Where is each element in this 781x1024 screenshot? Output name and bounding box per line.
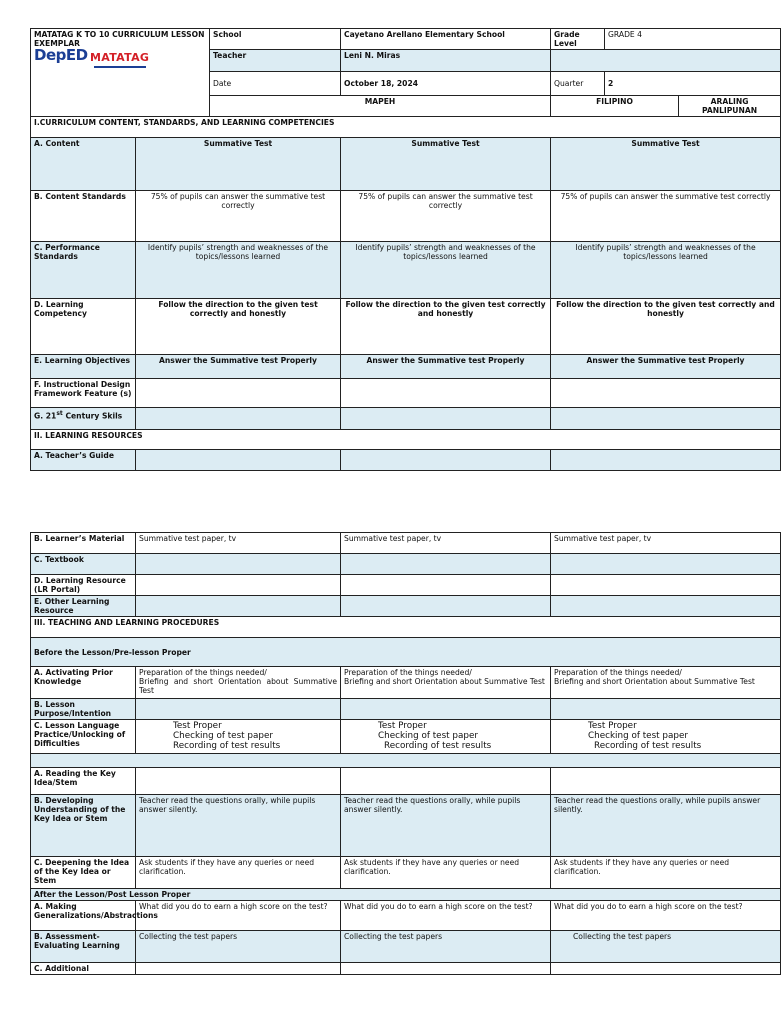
purpose-mapeh — [136, 699, 341, 720]
grade-level-value: GRADE 4 — [605, 29, 781, 50]
objectives-mapeh: Answer the Summative test Properly — [136, 355, 341, 379]
row-label-textbook: C. Textbook — [31, 554, 136, 575]
other-resource-mapeh — [136, 596, 341, 617]
objectives-filipino: Answer the Summative test Properly — [341, 355, 551, 379]
reading-filipino — [341, 768, 551, 795]
learners-material-mapeh: Summative test paper, tv — [136, 533, 341, 554]
practice-filipino: Test Proper Checking of test paper Recording of test results — [341, 720, 551, 754]
section-before-lesson: Before the Lesson/Pre-lesson Proper — [31, 638, 781, 667]
idf-filipino — [341, 379, 551, 408]
deepening-mapeh: Ask students if they have any queries or need clarification. — [136, 857, 341, 889]
row-label-practice: C. Lesson Language Practice/Unlocking of Difficulties — [31, 720, 136, 754]
content-filipino: Summative Test — [341, 138, 551, 191]
row-label-additional: C. Additional — [31, 963, 136, 975]
activating-ap: Preparation of the things needed/ Briefing and short Orientation about Summative Test — [551, 667, 781, 699]
additional-mapeh — [136, 963, 341, 975]
logo-stripe — [94, 66, 146, 68]
activating-filipino: Preparation of the things needed/ Briefing and short Orientation about Summative Test — [341, 667, 551, 699]
date-value: October 18, 2024 — [341, 72, 551, 96]
idf-mapeh — [136, 379, 341, 408]
idf-ap — [551, 379, 781, 408]
assessment-ap: Collecting the test papers — [551, 931, 781, 963]
competency-filipino: Follow the direction to the given test correctly and honestly — [341, 299, 551, 355]
content-standards-mapeh: 75% of pupils can answer the summative test correctly — [136, 191, 341, 242]
assessment-mapeh: Collecting the test papers — [136, 931, 341, 963]
activating-mapeh: Preparation of the things needed/ Briefing and short Orientation about Summative Test — [136, 667, 341, 699]
header-title-cell — [31, 29, 210, 96]
textbook-ap — [551, 554, 781, 575]
lr-portal-filipino — [341, 575, 551, 596]
additional-filipino — [341, 963, 551, 975]
textbook-mapeh — [136, 554, 341, 575]
purpose-filipino — [341, 699, 551, 720]
learners-material-filipino: Summative test paper, tv — [341, 533, 551, 554]
lesson-exemplar-table-page1 — [30, 28, 781, 471]
row-label-performance: C. Performance Standards — [31, 242, 136, 299]
subject-header-blank — [31, 96, 210, 117]
school-label: School — [210, 29, 341, 50]
practice-mapeh: Test Proper Checking of test paper Recording of test results — [136, 720, 341, 754]
content-standards-filipino: 75% of pupils can answer the summative test correctly — [341, 191, 551, 242]
row-label-deepening: C. Deepening the Idea of the Key Idea or Stem — [31, 857, 136, 889]
row-label-objectives: E. Learning Objectives — [31, 355, 136, 379]
row-label-reading: A. Reading the Key Idea/Stem — [31, 768, 136, 795]
row-label-idf: F. Instructional Design Framework Feature (s) — [31, 379, 136, 408]
generalizations-mapeh: What did you do to earn a high score on the test? — [136, 901, 341, 931]
row-label-teachers-guide: A. Teacher’s Guide — [31, 450, 136, 471]
skills-ap — [551, 408, 781, 430]
additional-ap — [551, 963, 781, 975]
subject-filipino: FILIPINO — [551, 96, 679, 117]
reading-ap — [551, 768, 781, 795]
objectives-ap: Answer the Summative test Properly — [551, 355, 781, 379]
purpose-ap — [551, 699, 781, 720]
exemplar-title: MATATAG K TO 10 CURRICULUM LESSON EXEMPLAR — [34, 30, 205, 48]
section-learning-resources: II. LEARNING RESOURCES — [31, 430, 781, 450]
skills-filipino — [341, 408, 551, 430]
competency-ap: Follow the direction to the given test correctly and honestly — [551, 299, 781, 355]
lesson-exemplar-table-page2 — [30, 532, 781, 975]
performance-ap: Identify pupils’ strength and weaknesses of the topics/lessons learned — [551, 242, 781, 299]
matatag-logo: MATATAG — [90, 51, 150, 64]
other-resource-ap — [551, 596, 781, 617]
competency-mapeh: Follow the direction to the given test correctly and honestly — [136, 299, 341, 355]
teacher-value: Leni N. Miras — [341, 50, 551, 72]
grade-level-label: Grade Level — [551, 29, 605, 50]
performance-mapeh: Identify pupils’ strength and weaknesses of the topics/lessons learned — [136, 242, 341, 299]
row-label-other-resource: E. Other Learning Resource — [31, 596, 136, 617]
row-label-lr-portal: D. Learning Resource (LR Portal) — [31, 575, 136, 596]
date-label: Date — [210, 72, 341, 96]
deepening-ap: Ask students if they have any queries or need clarification. — [551, 857, 781, 889]
content-mapeh: Summative Test — [136, 138, 341, 191]
section-teaching-procedures: III. TEACHING AND LEARNING PROCEDURES — [31, 617, 781, 638]
section-curriculum: I.CURRICULUM CONTENT, STANDARDS, AND LEARNING COMPETENCIES — [31, 117, 781, 138]
generalizations-ap: What did you do to earn a high score on the test? — [551, 901, 781, 931]
skills-mapeh — [136, 408, 341, 430]
teachers-guide-mapeh — [136, 450, 341, 471]
quarter-value: 2 — [605, 72, 781, 96]
assessment-filipino: Collecting the test papers — [341, 931, 551, 963]
deepening-filipino: Ask students if they have any queries or need clarification. — [341, 857, 551, 889]
lr-portal-mapeh — [136, 575, 341, 596]
teachers-guide-ap — [551, 450, 781, 471]
other-resource-filipino — [341, 596, 551, 617]
performance-filipino: Identify pupils’ strength and weaknesses of the topics/lessons learned — [341, 242, 551, 299]
developing-filipino: Teacher read the questions orally, while pupils answer silently. — [341, 795, 551, 857]
row-label-purpose: B. Lesson Purpose/Intention — [31, 699, 136, 720]
logo-area — [34, 48, 206, 74]
content-ap: Summative Test — [551, 138, 781, 191]
quarter-label: Quarter — [551, 72, 605, 96]
generalizations-filipino: What did you do to earn a high score on the test? — [341, 901, 551, 931]
subject-mapeh: MAPEH — [210, 96, 551, 117]
row-label-learners-material: B. Learner’s Material — [31, 533, 136, 554]
row-label-content: A. Content — [31, 138, 136, 191]
practice-ap: Test Proper Checking of test paper Recording of test results — [551, 720, 781, 754]
deped-logo: DepED — [34, 46, 88, 64]
row-label-assessment: B. Assessment-Evaluating Learning — [31, 931, 136, 963]
reading-mapeh — [136, 768, 341, 795]
school-value: Cayetano Arellano Elementary School — [341, 29, 551, 50]
row-label-developing: B. Developing Understanding of the Key Idea or Stem — [31, 795, 136, 857]
row-label-competency: D. Learning Competency — [31, 299, 136, 355]
row-label-activating: A. Activating Prior Knowledge — [31, 667, 136, 699]
textbook-filipino — [341, 554, 551, 575]
subject-araling-panlipunan: ARALING PANLIPUNAN — [679, 96, 781, 117]
teachers-guide-filipino — [341, 450, 551, 471]
lr-portal-ap — [551, 575, 781, 596]
section-after-lesson: After the Lesson/Post Lesson Proper — [31, 889, 781, 901]
row-label-21st-century-skills: G. 21st Century Skils — [31, 408, 136, 430]
learners-material-ap: Summative test paper, tv — [551, 533, 781, 554]
developing-ap: Teacher read the questions orally, while pupils answer silently. — [551, 795, 781, 857]
spacer-row — [31, 754, 781, 768]
teacher-label: Teacher — [210, 50, 341, 72]
row-label-generalizations: A. Making Generalizations/Abstractions — [31, 901, 136, 931]
teacher-blank — [551, 50, 781, 72]
developing-mapeh: Teacher read the questions orally, while pupils answer silently. — [136, 795, 341, 857]
content-standards-ap: 75% of pupils can answer the summative test correctly — [551, 191, 781, 242]
row-label-content-standards: B. Content Standards — [31, 191, 136, 242]
